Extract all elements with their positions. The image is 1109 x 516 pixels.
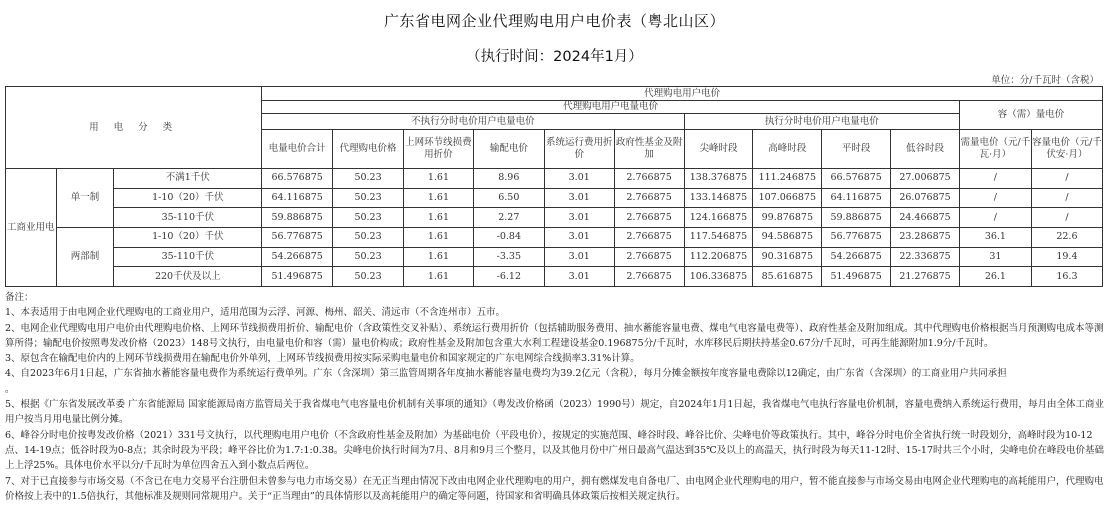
table-row [6,188,1103,208]
note-item: 。 [5,383,15,395]
valley-cell: 23.286875 [891,228,960,248]
note-item: 3、原包含在输配电价内的上网环节线损费用在输配电价外单列，上网环节线损费用按实际采购电量电价和国家规定的广东电网综合线损率3.31%计算。 [5,353,640,365]
agent-cell: 50.23 [333,267,404,287]
capacity-cell: 22.6 [1031,228,1102,248]
voltage-cell: 35-110千伏 [114,247,262,267]
total-cell: 56.776875 [262,228,333,248]
col-total: 电量电价合计 [262,130,333,169]
loss-cell: 1.61 [404,228,474,248]
total-cell: 51.496875 [262,267,333,287]
sys-cell: 3.01 [544,247,614,267]
flat-cell: 59.886875 [822,208,891,228]
subgroup-label: 两部制 [56,228,114,287]
header-non-tou: 不执行分时电价用户电量电价 [262,114,684,130]
total-cell: 59.886875 [262,208,333,228]
capacity-cell: / [1031,169,1102,189]
document-subtitle: （执行时间：2024年1月） [466,49,643,65]
demand-cell: / [959,188,1031,208]
table-row [6,169,1103,189]
demand-cell: / [959,169,1031,189]
col-line-loss: 上网环节线损费用折价 [404,130,474,169]
flat-cell: 64.116875 [822,188,891,208]
gov-cell: 2.766875 [614,188,684,208]
flat-cell: 51.496875 [822,267,891,287]
voltage-cell: 35-110千伏 [114,208,262,228]
valley-cell: 27.006875 [891,169,960,189]
peak-cell: 138.376875 [684,169,753,189]
loss-cell: 1.61 [404,188,474,208]
col-gov-fund: 政府性基金及附加 [614,130,684,169]
gov-cell: 2.766875 [614,228,684,248]
tdp-cell: 6.50 [473,188,544,208]
note-item: 5、根据《广东省发展改革委 广东省能源局 国家能源局南方监管局关于我省煤电气电容量电价机制有关事项的通知》（粤发改价格函（2023）1990号）规定，自2024年1月1日起，我省煤电气电执行容量电价机制，容量电费纳入系统运行费用，每月由全体工商业用户按当月用电量比例分摊。 [5,399,1104,426]
document-title: 广东省电网企业代理购电用户电价表（粤北山区） [383,12,725,30]
agent-cell: 50.23 [333,188,404,208]
flat-cell: 66.576875 [822,169,891,189]
loss-cell: 1.61 [404,267,474,287]
high-cell: 99.876875 [753,208,822,228]
capacity-cell: 19.4 [1031,247,1102,267]
note-item: 2、电网企业代理购电用户电价由代理购电价格、上网环节线损费用折价、输配电价（含政策性交叉补贴）、系统运行费用折价（包括辅助服务费用、抽水蓄能容量电费、煤电气电容量电费等）、政府性基金及附加组成。其中代理购电价格根据当月预测购电成本等测算所得；输配电价按照粤发改价格（2023）148号文执行，由电量电价和容（需）量电价构成；政府性基金及附加包含重大水利工程建设基金0.196875分/千瓦时，水库移民后期扶持基金0.67分/千瓦时，可再生能源附加1.9分/千瓦时。 [5,322,1104,349]
header-capacity-price: 容（需）量电价 [959,101,1102,130]
unit-label: 单位：分/千瓦时（含税） [991,75,1099,86]
notes-heading: 备注： [5,292,34,303]
col-high: 高峰时段 [753,130,822,169]
demand-cell: 31 [959,247,1031,267]
demand-cell: 26.1 [959,267,1031,287]
demand-cell: / [959,208,1031,228]
tdp-cell: -0.84 [473,228,544,248]
group-label: 工商业用电 [6,169,57,287]
loss-cell: 1.61 [404,169,474,189]
note-item: 1、本表适用于由电网企业代理购电的工商业用户，适用范围为云浮、河源、梅州、韶关、清远市（不含连州市）五市。 [5,307,506,319]
flat-cell: 54.266875 [822,247,891,267]
table-row [6,208,1103,228]
tdp-cell: -3.35 [473,247,544,267]
high-cell: 90.316875 [753,247,822,267]
total-cell: 54.266875 [262,247,333,267]
valley-cell: 22.336875 [891,247,960,267]
col-demand: 需量电价（元/千瓦·月） [959,130,1031,169]
gov-cell: 2.766875 [614,169,684,189]
table-row [6,267,1103,287]
header-energy-price: 代理购电用户电量电价 [262,101,960,114]
col-transmission: 输配电价 [473,130,544,169]
valley-cell: 24.466875 [891,208,960,228]
agent-cell: 50.23 [333,169,404,189]
voltage-cell: 1-10（20）千伏 [114,228,262,248]
sys-cell: 3.01 [544,208,614,228]
valley-cell: 26.076875 [891,188,960,208]
note-item: 7、对于已直接参与市场交易（不含已在电力交易平台注册但未曾参与电力市场交易）在无正当理由情况下改由电网企业代理购电的用户，拥有燃煤发电自备电厂、由电网企业代理购电的用户，暂不能直接参与市场交易由电网企业代理购电的高耗能用户，代理购电价格按上表中的1.5倍执行，其他标准及规则同常规用户。关于“正当理由”的具体情形以及高耗能用户的确定等问题，待国家和省明确具体政策后按相关规定执行。 [5,475,1104,502]
col-peak: 尖峰时段 [684,130,753,169]
total-cell: 66.576875 [262,169,333,189]
voltage-cell: 不满1千伏 [114,169,262,189]
voltage-cell: 220千伏及以上 [114,267,262,287]
gov-cell: 2.766875 [614,267,684,287]
col-flat: 平时段 [822,130,891,169]
peak-cell: 133.146875 [684,188,753,208]
agent-cell: 50.23 [333,208,404,228]
valley-cell: 21.276875 [891,267,960,287]
high-cell: 85.616875 [753,267,822,287]
loss-cell: 1.61 [404,247,474,267]
high-cell: 94.586875 [753,228,822,248]
high-cell: 107.066875 [753,188,822,208]
notes-section [5,290,1105,504]
header-category: 用 电 分 类 [6,87,262,169]
tdp-cell: 2.27 [473,208,544,228]
capacity-cell: 16.3 [1031,267,1102,287]
col-capacity: 容量电价（元/千伏安·月） [1031,130,1102,169]
tdp-cell: -6.12 [473,267,544,287]
gov-cell: 2.766875 [614,247,684,267]
peak-cell: 106.336875 [684,267,753,287]
capacity-cell: / [1031,188,1102,208]
sys-cell: 3.01 [544,188,614,208]
peak-cell: 117.546875 [684,228,753,248]
col-agent-price: 代理购电价格 [333,130,404,169]
peak-cell: 112.206875 [684,247,753,267]
demand-cell: 36.1 [959,228,1031,248]
price-table [5,86,1103,287]
note-item: 6、峰谷分时电价按粤发改价格（2021）331号文执行，以代理购电用户电价（不含政府性基金及附加）为基础电价（平段电价），按规定的实施范围、峰谷时段、峰谷比价、尖峰电价等政策执行。其中，峰谷分时电价全省执行统一时段划分，高峰时段为10-12点、14-19点；低谷时段为0-8点；其余时段为平段；峰平谷比价为1.7:1:0.38。尖峰电价执行时间为7月、8月和9月三个整月，以及其他月份中广州日最高气温达到35℃及以上的高温天，执行时段为每天11-12时、15-17时共三个小时，尖峰电价在峰段电价基础上上浮25%。具体电价水平以分/千瓦时为单位四舍五入到小数点后两位。 [5,429,1105,472]
note-item: 4、自2023年6月1日起，广东省抽水蓄能容量电费作为系统运行费单列。广东（含深圳）第三监管周期各年度抽水蓄能容量电费均为39.2亿元（含税），每月分摊金额按年度容量电费除以12确定，由广东省（含深圳）的工商业用户共同承担 [5,368,1007,380]
table-row [6,228,1103,248]
tdp-cell: 8.96 [473,169,544,189]
sys-cell: 3.01 [544,228,614,248]
col-system-fee: 系统运行费用折价 [544,130,614,169]
total-cell: 64.116875 [262,188,333,208]
subgroup-label: 单一制 [56,169,114,228]
header-tou: 执行分时电价用户电量电价 [684,114,959,130]
loss-cell: 1.61 [404,208,474,228]
peak-cell: 124.166875 [684,208,753,228]
flat-cell: 56.776875 [822,228,891,248]
capacity-cell: / [1031,208,1102,228]
sys-cell: 3.01 [544,169,614,189]
col-valley: 低谷时段 [891,130,960,169]
sys-cell: 3.01 [544,267,614,287]
gov-cell: 2.766875 [614,208,684,228]
agent-cell: 50.23 [333,247,404,267]
table-row [6,247,1103,267]
header-agent-price: 代理购电用户电价 [262,87,1103,101]
voltage-cell: 1-10（20）千伏 [114,188,262,208]
high-cell: 111.246875 [753,169,822,189]
agent-cell: 50.23 [333,228,404,248]
